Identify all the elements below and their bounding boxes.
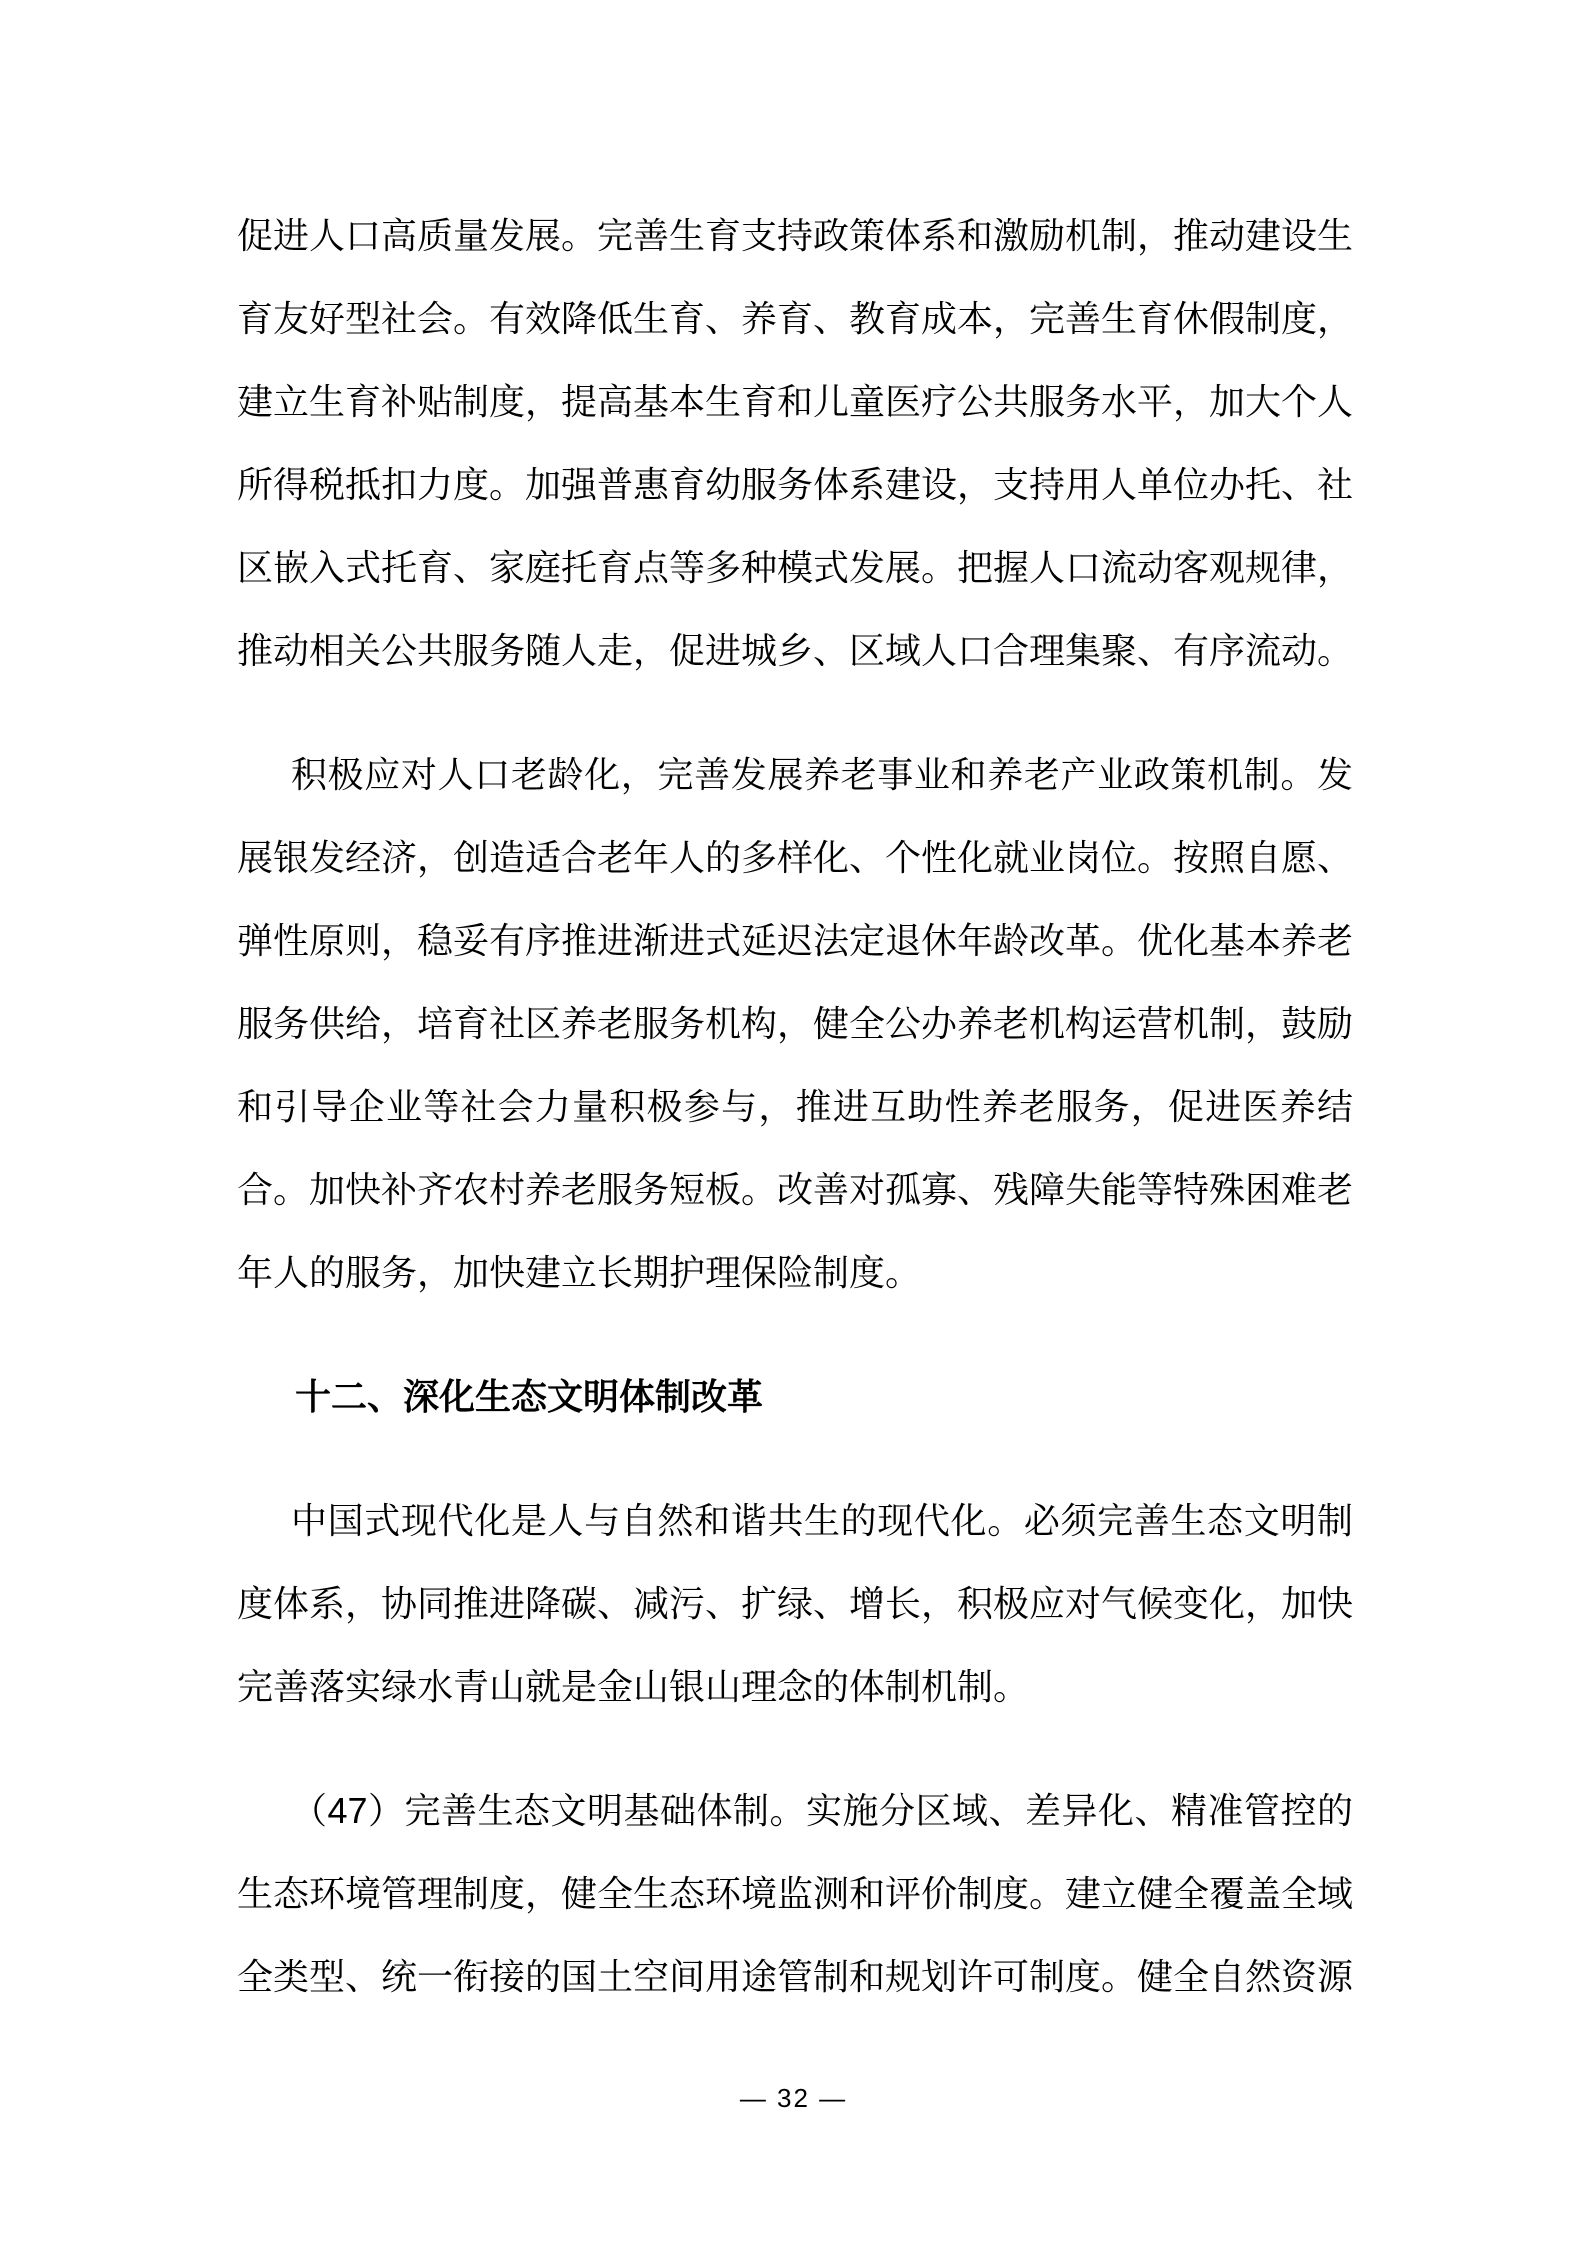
paragraph-population-development: 促进人口高质量发展。完善生育支持政策体系和激励机制，推动建设生育友好型社会。有效降低生育、养育、教育成本，完善生育休假制度，建立生育补贴制度，提高基本生育和儿童医疗公共服务水平，加大个人所得税抵扣力度。加强普惠育幼服务体系建设，支持用人单位办托、社区嵌入式托育、家庭托育点等多种模式发展。把握人口流动客观规律，推动相关公共服务随人走，促进城乡、区域人口合理集聚、有序流动。 bbox=[237, 215, 1354, 671]
paragraph-ecological-civilization-intro: 中国式现代化是人与自然和谐共生的现代化。必须完善生态文明制度体系，协同推进降碳、减污、扩绿、增长，积极应对气候变化，加快完善落实绿水青山就是金山银山理念的体制机制。 bbox=[237, 1500, 1354, 1707]
section-heading: 十二、深化生态文明体制改革 bbox=[295, 1376, 764, 1417]
paragraph-aging-response: 积极应对人口老龄化，完善发展养老事业和养老产业政策机制。发展银发经济，创造适合老年人的多样化、个性化就业岗位。按照自愿、弹性原则，稳妥有序推进渐进式延迟法定退休年龄改革。优化基本养老服务供给，培育社区养老服务机构，健全公办养老机构运营机制，鼓励和引导企业等社会力量积极参与，推进互助性养老服务，促进医养结合。加快补齐农村养老服务短板。改善对孤寡、残障失能等特殊困难老年人的服务，加快建立长期护理保险制度。 bbox=[237, 754, 1354, 1293]
paragraph-item-47: （47）完善生态文明基础体制。实施分区域、差异化、精准管控的生态环境管理制度，健全生态环境监测和评价制度。建立健全覆盖全域全类型、统一衔接的国土空间用途管制和规划许可制度。健全自然资源 bbox=[237, 1790, 1354, 1997]
text-content bbox=[237, 194, 1353, 2059]
page-number: — 32 — bbox=[739, 2083, 848, 2113]
